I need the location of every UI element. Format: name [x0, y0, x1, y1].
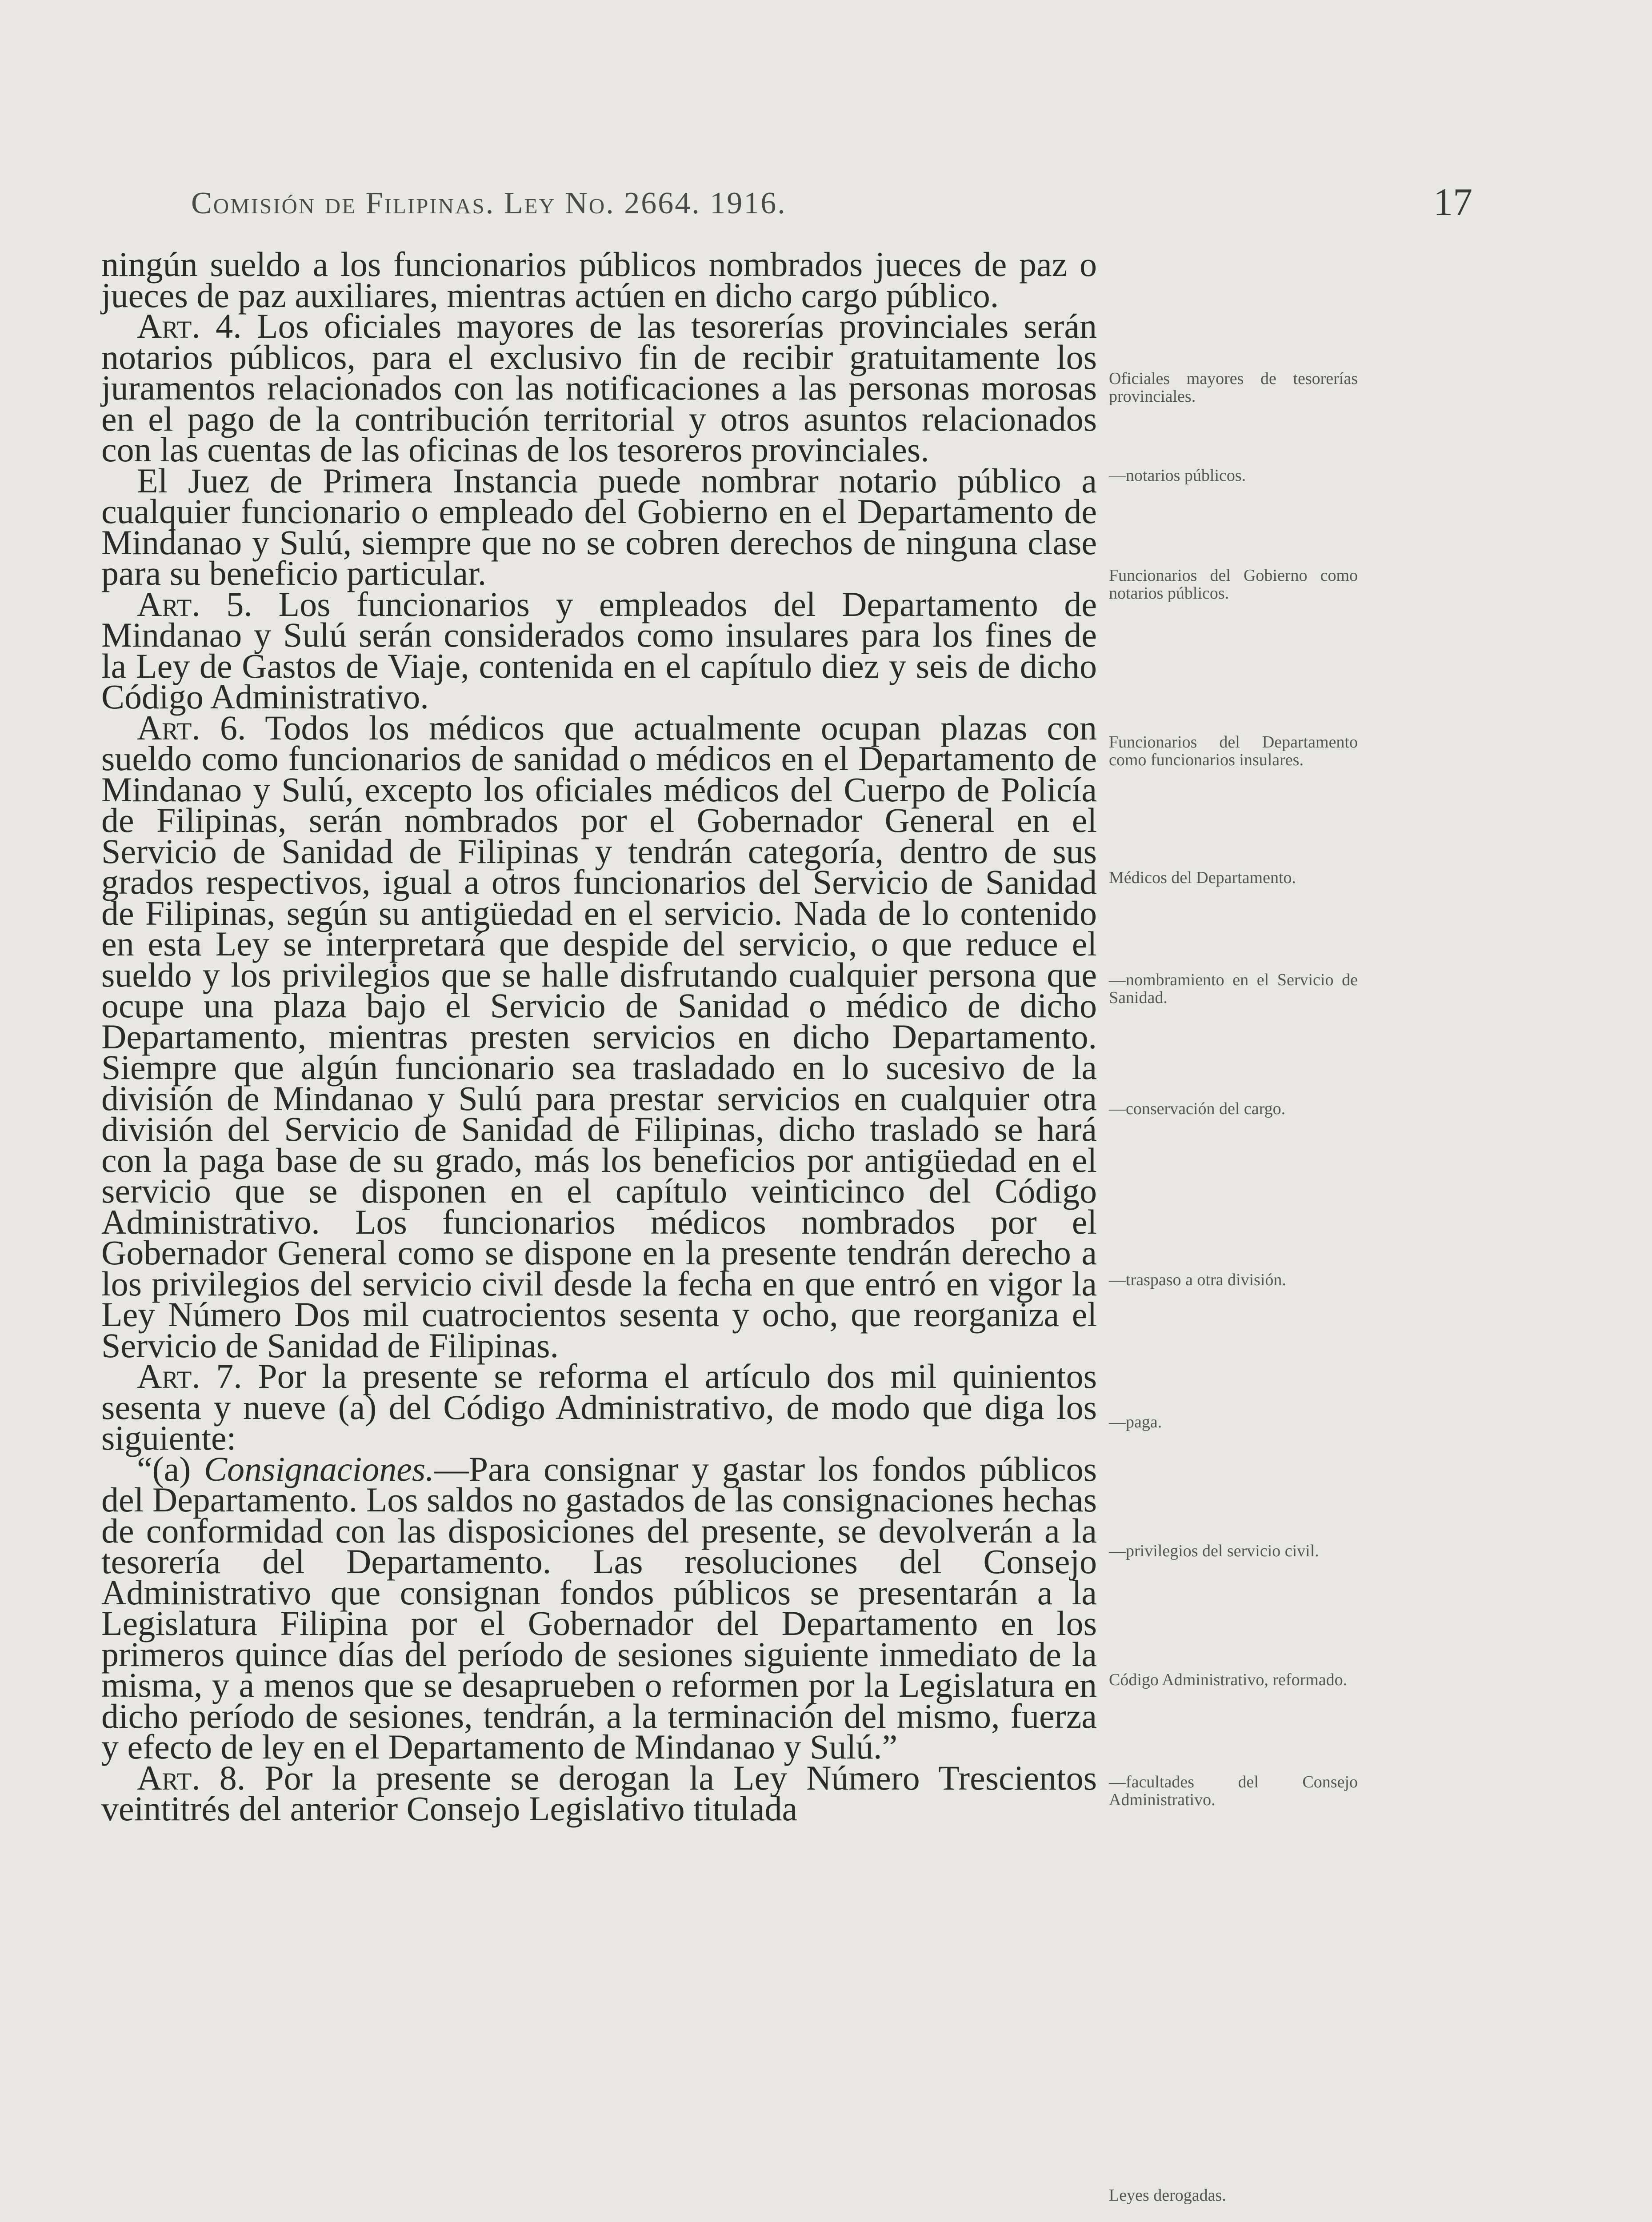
side-note: —conservación del cargo. [1109, 1099, 1286, 1118]
paragraph-juez: El Juez de Primera Instancia puede nombrar notario público a cualquier funcionario o empleado del Gobierno en el Departamento de Mindanao y Sulú, siempre que no se cobren derechos de ninguna clase para su beneficio particular. [101, 461, 1097, 592]
paragraph-text: Los oficiales mayores de las tesorerías provinciales serán notarios públicos, para el exclusivo fin de recibir gratuitamente los juramentos relacionados con las notificaciones a las personas morosas en el pago de la contribución territorial y otros asuntos relacionados con las cuentas de las oficinas de los tesoreros provinciales. [101, 307, 1097, 469]
side-note: —traspaso a otra división. [1109, 1271, 1286, 1289]
side-note: Funcionarios del Departamento como funcionarios insulares. [1109, 733, 1358, 769]
side-note: —facultades del Consejo Administrativo. [1109, 1773, 1358, 1809]
paragraph-consignaciones [101, 1449, 1097, 1766]
side-note: —notarios públicos. [1109, 466, 1246, 485]
article-label: Art. 7. [137, 1357, 242, 1395]
article-label: Art. 4. [137, 307, 242, 345]
paragraph-continuation: ningún sueldo a los funcionarios públicos nombrados jueces de paz o jueces de paz auxiliares, mientras actúen en dicho cargo público. [101, 245, 1097, 315]
italic-heading: Consignaciones. [204, 1449, 434, 1488]
paragraph-text: Por la presente se derogan la Ley Número Trescientos veintitrés del anterior Consejo Legislativo titulada [101, 1758, 1097, 1828]
side-note: Código Administrativo, reformado. [1109, 1670, 1348, 1689]
running-title: Comisión de Filipinas. Ley No. 2664. 1916. [191, 186, 787, 220]
paragraph-art-7 [101, 1357, 1097, 1457]
side-note: Leyes derogadas. [1109, 2186, 1226, 2205]
side-note: Médicos del Departamento. [1109, 868, 1296, 887]
paragraph-text: Los funcionarios y empleados del Departamento de Mindanao y Sulú serán considerados como insulares para los fines de la Ley de Gastos de Viaje, contenida en el capítulo diez y seis de dicho Código Administrativo. [101, 584, 1097, 716]
paragraph-art-4 [101, 307, 1097, 469]
paragraph-text: —Para consignar y gastar los fondos públicos del Departamento. Los saldos no gastados de las consignaciones hechas de conformidad con las disposiciones del presente, se devolverán a la tesorería del Departamento. Las resoluciones del Consejo Administrativo que consignan fondos públicos se presentarán a la Legislatura Filipina por el Gobernador del Departamento en los primeros quince días del período de sesiones siguiente inmediato de la misma, y a menos que se desaprueben o reformen por la Legislatura en dicho período de sesiones, tendrán, a la terminación del mismo, fuerza y efecto de ley en el Departamento de Mindanao y Sulú.” [101, 1449, 1097, 1766]
page-number: 17 [1433, 181, 1472, 224]
paragraph-art-8 [101, 1758, 1097, 1828]
paragraph-text: Por la presente se reforma el artículo dos mil quinientos sesenta y nueve (a) del Código Administrativo, de modo que diga los siguiente: [101, 1357, 1097, 1457]
quote-open: “(a) [137, 1449, 204, 1488]
side-note: —privilegios del servicio civil. [1109, 1542, 1319, 1560]
side-note: —nombramiento en el Servicio de Sanidad. [1109, 971, 1358, 1007]
paragraph-art-6 [101, 708, 1097, 1365]
article-label: Art. 5. [137, 584, 252, 623]
article-label: Art. 6. [137, 708, 246, 747]
body-text [101, 245, 1097, 1828]
side-note: —paga. [1109, 1413, 1162, 1431]
side-note: Funcionarios del Gobierno como notarios públicos. [1109, 566, 1358, 603]
article-label: Art. 8. [137, 1758, 246, 1797]
side-note: Oficiales mayores de tesorerías provinciales. [1109, 369, 1358, 406]
paragraph-text: Todos los médicos que actualmente ocupan plazas con sueldo como funcionarios de sanidad o médicos en el Departamento de Mindanao y Sulú, excepto los oficiales médicos del Cuerpo de Policía de Filipinas, serán nombrados por el Gobernador General en el Servicio de Sanidad de Filipinas y tendrán categoría, dentro de sus grados respectivos, igual a otros funcionarios del Servicio de Sanidad de Filipinas, según su antigüedad en el servicio. Nada de lo contenido en esta Ley se interpretará que despide del servicio, o que reduce el sueldo y los privilegios que se halle disfrutando cualquier persona que ocupe una plaza bajo el Servicio de Sanidad o médico de dicho Departamento, mientras presten servicios en dicho Departamento. Siempre que algún funcionario sea trasladado en lo sucesivo de la división de Mindanao y Sulú para prestar servicios en cualquier otra división del Servicio de Sanidad de Filipinas, dicho traslado se hará con la paga base de su grado, más los beneficios por antigüedad en el servicio que se disponen en el capítulo veinticinco del Código Administrativo. Los funcionarios médicos nombrados por el Gobernador General como se dispone en la presente tendrán derecho a los privilegios del servicio civil desde la fecha en que entró en vigor la Ley Número Dos mil cuatrocientos sesenta y ocho, que reorganiza el Servicio de Sanidad de Filipinas. [101, 708, 1097, 1365]
paragraph-art-5 [101, 584, 1097, 716]
